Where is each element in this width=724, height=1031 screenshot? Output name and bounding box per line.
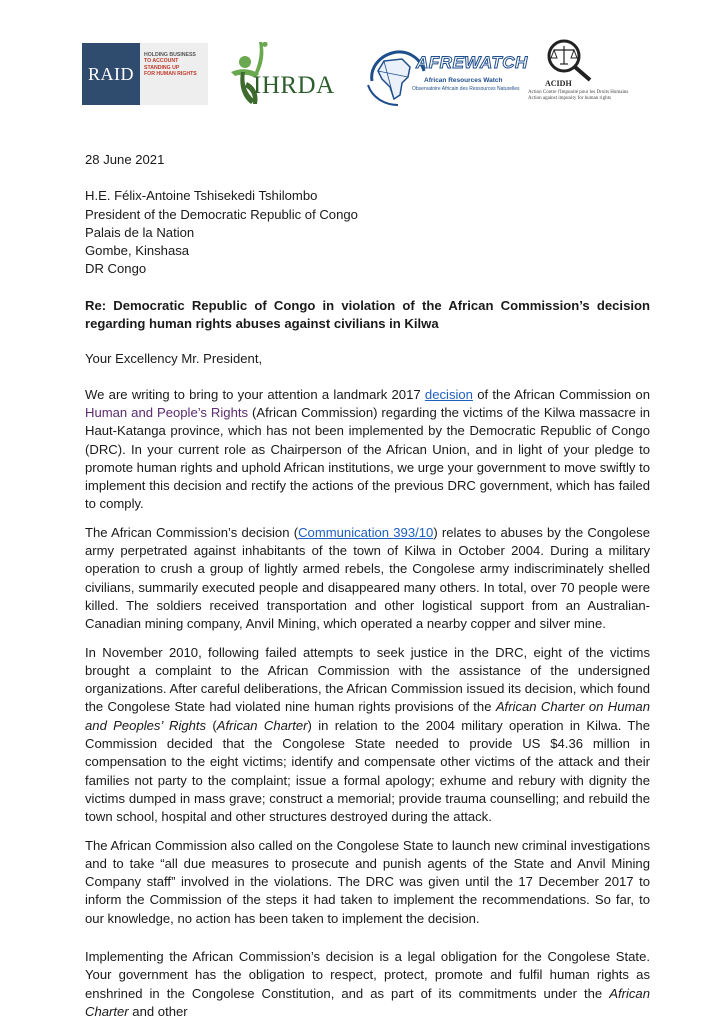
address-line: President of the Democratic Republic of Congo <box>85 206 358 222</box>
raid-logo-tagline <box>140 43 208 105</box>
decision-link[interactable]: decision <box>424 386 473 402</box>
afrewatch-logo <box>362 41 528 109</box>
raid-tagline-1: HOLDING BUSINESS <box>144 52 196 58</box>
address-line: DR Congo <box>85 261 147 277</box>
text-run: The African Commission’s decision ( <box>85 524 299 540</box>
text-run: of the African Commission on <box>472 386 650 402</box>
raid-tagline-4: FOR HUMAN RIGHTS <box>144 71 197 78</box>
recipient-address <box>85 187 650 278</box>
salutation: Your Excellency Mr. President, <box>85 351 263 367</box>
commission-name-text: Human and People’s Rights <box>85 404 249 420</box>
text-run: ) in relation to the 2004 military operation in Kilwa. The Commission decided that the Congolese State needed to provide US $4.36 million in compensation to the eight victims; identify and compensate other victims of the attack and their families not party to the complaint; issue a formal apology; exhume and rebury with dignity the victims dumped in mass grave; construct a memorial; provide trauma counselling; and rebuild the town school, hospital and other structures destroyed during the attack. <box>85 717 650 825</box>
text-run: We are writing to bring to your attention a landmark 2017 <box>85 386 425 402</box>
afrewatch-subtitle-en: African Resources Watch <box>424 77 503 84</box>
communication-link[interactable]: Communication 393/10 <box>298 524 434 540</box>
text-run: ) relates to abuses by the Congolese army perpetrated against inhabitants of the town of Kilwa in October 2004. During a military operation to crush a group of lightly armed rebels, the Congolese army indiscriminately shelled civilians, summarily executed people and disappeared many others. In total, over 70 people were killed. The soldiers received transportation and other logistical support from an Australian-Canadian mining company, Anvil Mining, which operated a nearby copper and silver mine. <box>85 524 650 632</box>
address-line: Palais de la Nation <box>85 224 195 240</box>
paragraph-1 <box>85 386 650 514</box>
text-run: In November 2010, following failed attempts to seek justice in the DRC, eight of the victims brought a complaint to the African Commission with the assistance of the undersigned organizations. After careful deliberations, the African Commission issued its decision, which found the Congolese State had violated nine human rights provisions of the <box>85 644 650 715</box>
raid-tagline-2: TO ACCOUNT <box>144 58 179 65</box>
acidh-description <box>528 90 628 102</box>
text-run: and other <box>128 1003 188 1019</box>
text-run: Implementing the African Commission’s decision is a legal obligation for the Congolese State. Your government has the obligation to respect, protect, promote and fulfil human rights as enshrined in the Congolese Constitution, and as part of its commitments under the <box>85 948 650 1001</box>
paragraph-3 <box>85 644 650 827</box>
acidh-wordmark: ACIDH <box>545 79 572 88</box>
charter-short-title: African Charter <box>85 985 650 1019</box>
acidh-logo <box>528 38 652 110</box>
address-line: H.E. Félix-Antoine Tshisekedi Tshilombo <box>85 188 318 204</box>
paragraph-2 <box>85 524 650 634</box>
raid-tagline-3: STANDING UP <box>144 64 180 71</box>
acidh-desc-fr: Action Contre l'Impunité pour les Droits Humains <box>528 90 629 95</box>
address-line: Gombe, Kinshasa <box>85 243 190 259</box>
ihrda-logo <box>225 38 343 110</box>
ihrda-wordmark: IHRDA <box>253 72 335 99</box>
charter-title: African Charter on Human and Peoples’ Rights <box>85 699 650 733</box>
raid-logo-wordmark: RAID <box>82 43 140 105</box>
text-run: ( <box>206 717 217 733</box>
letter-body <box>85 151 650 1031</box>
text-run: (African Commission) regarding the victims of the Kilwa massacre in Haut-Katanga province, which has not been implemented by the Democratic Republic of Congo (DRC). In your current role as Chairperson of the African Union, and in light of your pledge to promote human rights and uphold African institutions, we urge your government to move swiftly to implement this decision and rectify the actions of the previous DRC government, which has failed to comply. <box>85 404 651 512</box>
logo-bar <box>82 38 652 110</box>
subject-line: Re: Democratic Republic of Congo in violation of the African Commission’s decision regarding human rights abuses against civilians in Kilwa <box>85 297 650 332</box>
paragraph-5 <box>85 948 650 1021</box>
acidh-desc-en: Action against impunity for human rights <box>528 96 611 101</box>
africa-map-icon <box>362 41 432 109</box>
paragraph-4: The African Commission also called on the Congolese State to launch new criminal investigations and to take “all due measures to prosecute and punish agents of the State and Anvil Mining Company staff” involved in the violations. The DRC was given until the 17 December 2017 to inform the Commission of the steps it had taken to implement the recommendations. So far, to our knowledge, no action has been taken to implement the decision. <box>85 837 650 926</box>
afrewatch-wordmark: AFREWATCH <box>416 53 528 72</box>
charter-short-title: African Charter <box>216 717 308 733</box>
letter-date: 28 June 2021 <box>85 152 165 167</box>
afrewatch-subtitle-fr: Observatoire Africain des Ressources Naturelles <box>412 86 520 92</box>
magnifier-scales-icon <box>534 38 604 82</box>
raid-logo <box>82 43 208 105</box>
